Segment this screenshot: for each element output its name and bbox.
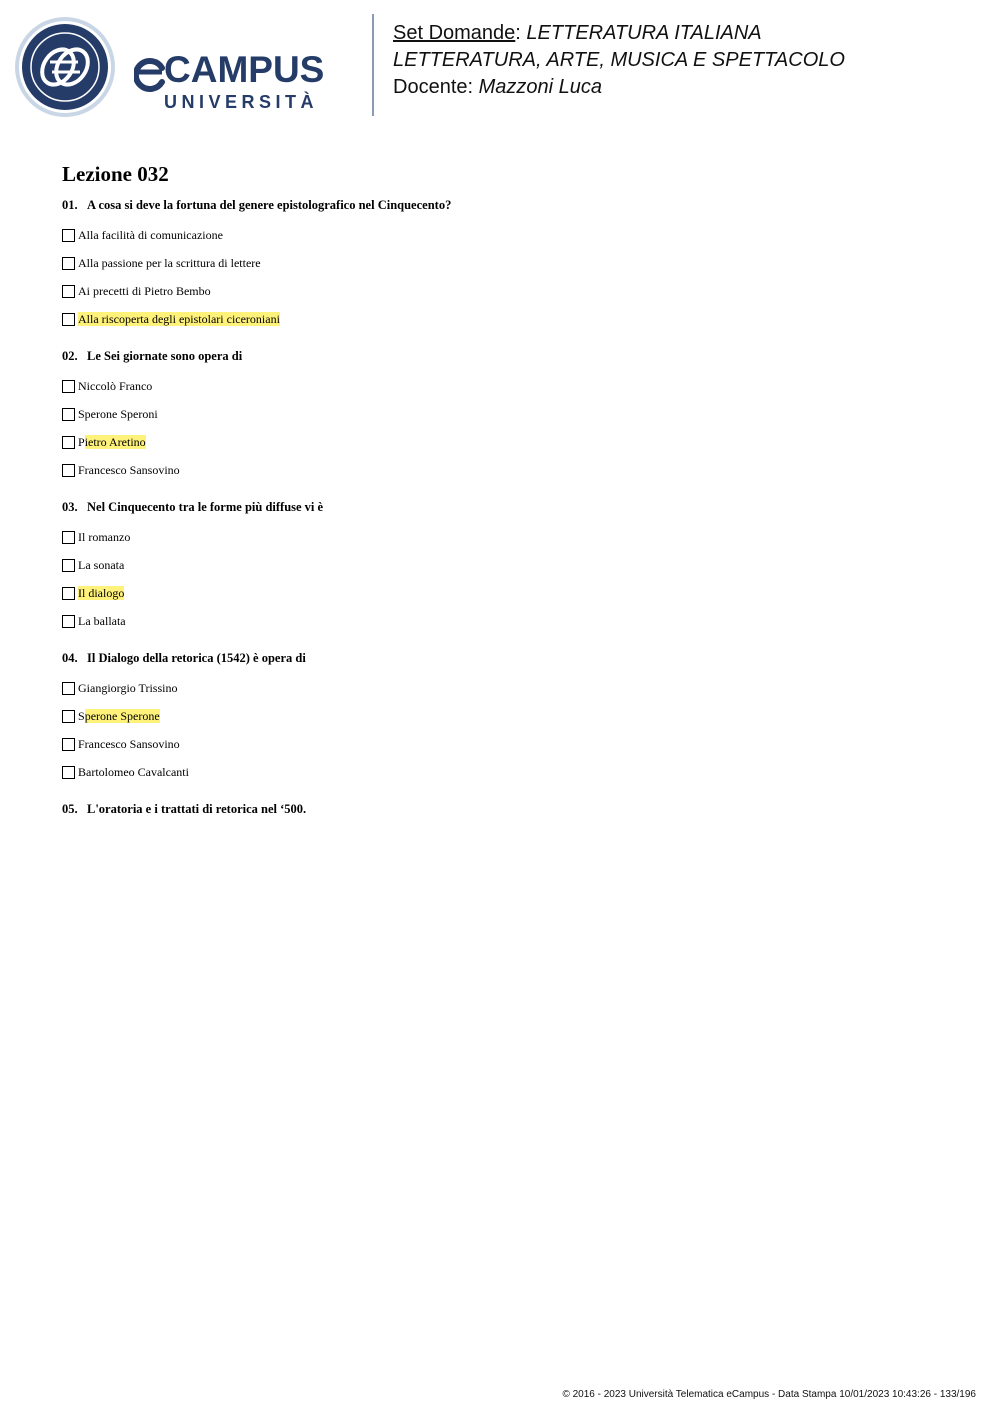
- highlighted-answer: perone Sperone: [84, 709, 160, 723]
- question-text: [62, 195, 942, 215]
- answer-option[interactable]: [62, 400, 942, 428]
- answer-checkbox[interactable]: [62, 313, 75, 326]
- answer-option[interactable]: [62, 221, 942, 249]
- answer-option[interactable]: [62, 730, 942, 758]
- answer-checkbox[interactable]: [62, 229, 75, 242]
- answer-option[interactable]: [62, 305, 942, 333]
- question-body: L'oratoria e i trattati di retorica nel ‘500.: [87, 802, 307, 816]
- question-body: A cosa si deve la fortuna del genere epistolografico nel Cinquecento?: [87, 198, 452, 212]
- answer-checkbox[interactable]: [62, 766, 75, 779]
- answer-checkbox[interactable]: [62, 531, 75, 544]
- option-label: Alla passione per la scrittura di lettere: [78, 256, 261, 270]
- option-label: Francesco Sansovino: [78, 463, 180, 477]
- answer-option[interactable]: [62, 277, 942, 305]
- answer-option[interactable]: [62, 523, 942, 551]
- answer-option[interactable]: [62, 551, 942, 579]
- ecampus-wordmark: [134, 44, 356, 114]
- question-body: Le Sei giornate sono opera di: [87, 349, 243, 363]
- set-domande-label: Set Domande: [393, 22, 516, 44]
- answer-checkbox[interactable]: [62, 559, 75, 572]
- highlighted-answer: Il dialogo: [78, 586, 125, 600]
- question-body: Il Dialogo della retorica (1542) è opera di: [87, 651, 306, 665]
- option-label: Il romanzo: [78, 530, 131, 544]
- question-text: [62, 799, 942, 819]
- option-label: Sperone Speroni: [78, 407, 158, 421]
- course-title: LETTERATURA ITALIANA: [526, 22, 762, 44]
- option-label: La sonata: [78, 558, 125, 572]
- option-label: La ballata: [78, 614, 126, 628]
- option-label: Pietro Aretino: [78, 435, 146, 449]
- option-label: Francesco Sansovino: [78, 737, 180, 751]
- answer-checkbox[interactable]: [62, 587, 75, 600]
- ecampus-seal-logo: [14, 16, 116, 118]
- brand-subtitle: UNIVERSITÀ: [164, 92, 319, 112]
- header-divider: [372, 14, 374, 116]
- question-01: [62, 195, 942, 333]
- highlighted-answer: ietro Aretino: [84, 435, 146, 449]
- question-number: 04.: [62, 651, 78, 665]
- question-05: [62, 799, 942, 819]
- highlighted-answer: Alla riscoperta degli epistolari ciceroniani: [78, 312, 280, 326]
- question-number: 01.: [62, 198, 78, 212]
- header-info: [393, 20, 845, 101]
- question-number: 03.: [62, 500, 78, 514]
- question-body: Nel Cinquecento tra le forme più diffuse vi è: [87, 500, 324, 514]
- question-number: 02.: [62, 349, 78, 363]
- option-label: Sperone Sperone: [78, 709, 160, 723]
- docente-label: Docente:: [393, 76, 474, 98]
- answer-option[interactable]: [62, 579, 942, 607]
- option-label: [78, 586, 124, 600]
- answer-checkbox[interactable]: [62, 682, 75, 695]
- answer-checkbox[interactable]: [62, 285, 75, 298]
- answer-option[interactable]: [62, 674, 942, 702]
- set-line: Set Domande: LETTERATURA ITALIANA: [393, 22, 762, 44]
- question-number: 05.: [62, 802, 78, 816]
- question-03: [62, 497, 942, 635]
- option-label: [78, 312, 280, 326]
- answer-checkbox[interactable]: [62, 436, 75, 449]
- answer-option[interactable]: [62, 758, 942, 786]
- answer-option[interactable]: [62, 607, 942, 635]
- brand-name: CAMPUS: [164, 49, 325, 90]
- answer-option[interactable]: [62, 249, 942, 277]
- option-label: Alla facilità di comunicazione: [78, 228, 223, 242]
- answer-checkbox[interactable]: [62, 738, 75, 751]
- page-footer: © 2016 - 2023 Università Telematica eCampus - Data Stampa 10/01/2023 10:43:26 - 133/196: [562, 1389, 976, 1400]
- question-list: [62, 195, 942, 832]
- answer-checkbox[interactable]: [62, 615, 75, 628]
- answer-checkbox[interactable]: [62, 464, 75, 477]
- answer-option[interactable]: [62, 428, 942, 456]
- option-label: Ai precetti di Pietro Bembo: [78, 284, 211, 298]
- option-label: Giangiorgio Trissino: [78, 681, 178, 695]
- course-subtitle: LETTERATURA, ARTE, MUSICA E SPETTACOLO: [393, 49, 845, 71]
- question-text: [62, 648, 942, 668]
- answer-option[interactable]: [62, 372, 942, 400]
- answer-option[interactable]: [62, 456, 942, 484]
- answer-checkbox[interactable]: [62, 257, 75, 270]
- docente-name: Mazzoni Luca: [478, 76, 603, 98]
- lesson-title: Lezione 032: [62, 162, 169, 186]
- question-text: [62, 497, 942, 517]
- answer-checkbox[interactable]: [62, 710, 75, 723]
- option-label: Bartolomeo Cavalcanti: [78, 765, 189, 779]
- question-text: [62, 346, 942, 366]
- docente-line: [393, 74, 845, 101]
- answer-checkbox[interactable]: [62, 408, 75, 421]
- question-02: [62, 346, 942, 484]
- question-04: [62, 648, 942, 786]
- answer-option[interactable]: [62, 702, 942, 730]
- answer-checkbox[interactable]: [62, 380, 75, 393]
- option-label: Niccolò Franco: [78, 379, 153, 393]
